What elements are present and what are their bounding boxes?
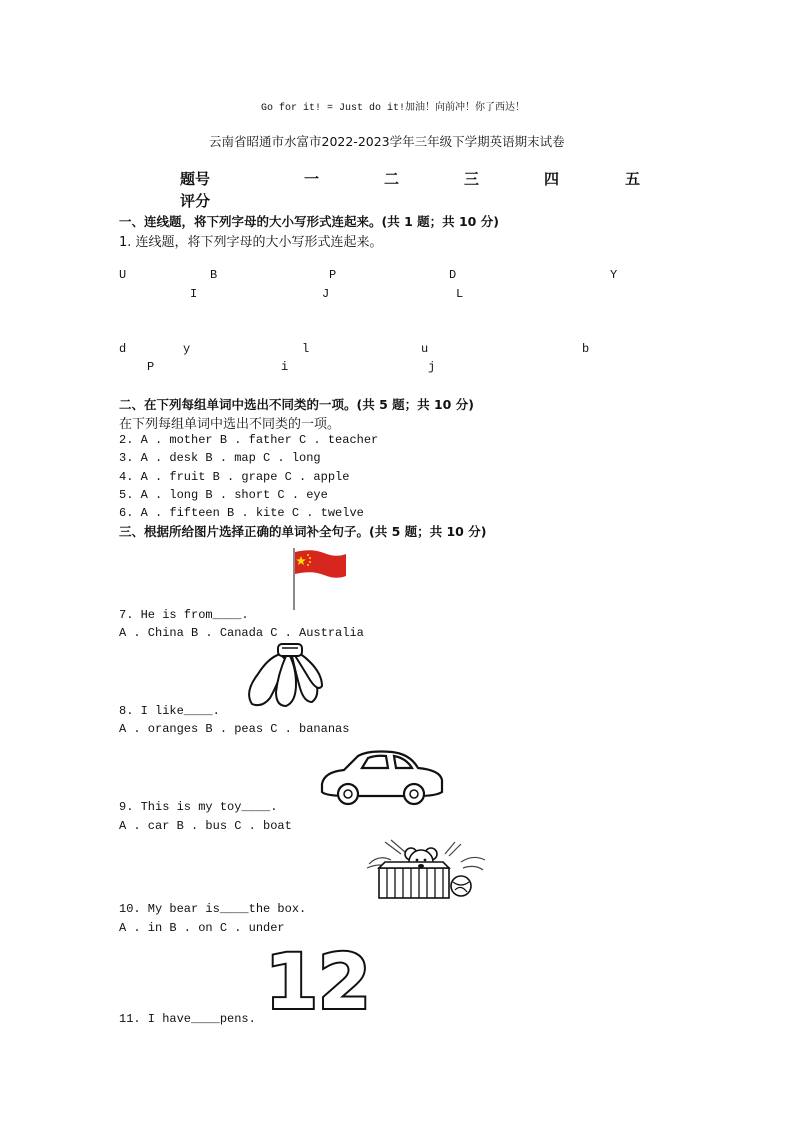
letter: d (119, 342, 127, 356)
section2-instruction: 在下列每组单词中选出不同类的一项。 (119, 417, 341, 432)
letter: P (147, 360, 155, 374)
toy-car-image (318, 748, 446, 810)
bananas-image (238, 640, 324, 710)
number-12-text: 12 (265, 937, 371, 1026)
question-2: 2. A . mother B . father C . teacher (119, 433, 379, 447)
question-8-options: A . oranges B . peas C . bananas (119, 722, 350, 736)
letter: Y (610, 268, 618, 282)
question-1: 1. 连线题，将下列字母的大小写形式连起来。 (119, 235, 383, 250)
question-4: 4. A . fruit B . grape C . apple (119, 470, 350, 484)
question-7-options: A . China B . Canada C . Australia (119, 626, 364, 640)
score-column-5: 五 (625, 170, 641, 188)
letter: u (421, 342, 429, 356)
score-column-1: 一 (304, 170, 320, 188)
letter: j (428, 360, 436, 374)
letter: J (322, 287, 330, 301)
question-10-options: A . in B . on C . under (119, 921, 285, 935)
page-title: 云南省昭通市水富市2022-2023学年三年级下学期英语期末试卷 (209, 134, 565, 149)
question-9-options: A . car B . bus C . boat (119, 819, 292, 833)
question-10: 10. My bear is____the box. (119, 902, 307, 916)
letter: b (582, 342, 590, 356)
score-table-score-label: 评分 (180, 192, 211, 210)
letter: y (183, 342, 191, 356)
score-column-3: 三 (464, 170, 480, 188)
question-9: 9. This is my toy____. (119, 800, 278, 814)
letter: I (190, 287, 198, 301)
chinese-flag-image (288, 546, 352, 612)
question-6: 6. A . fifteen B . kite C . twelve (119, 506, 364, 520)
letter: i (281, 360, 289, 374)
section3-heading: 三、根据所给图片选择正确的单词补全句子。(共 5 题；共 10 分) (119, 524, 487, 539)
question-5: 5. A . long B . short C . eye (119, 488, 328, 502)
letter: P (329, 268, 337, 282)
letter: l (302, 342, 310, 356)
question-11: 11. I have____pens. (119, 1012, 256, 1026)
question-7: 7. He is from____. (119, 608, 249, 622)
section1-heading: 一、连线题，将下列字母的大小写形式连起来。(共 1 题；共 10 分) (119, 214, 499, 229)
letter: D (449, 268, 457, 282)
number-12-image (265, 937, 371, 1026)
score-table-header-label: 题号 (180, 170, 211, 188)
letter: L (456, 287, 464, 301)
slogan: Go for it! = Just do it!加油！向前冲！你了西达！ (261, 103, 526, 114)
question-3: 3. A . desk B . map C . long (119, 451, 321, 465)
score-column-4: 四 (544, 170, 560, 188)
letter: B (210, 268, 218, 282)
bear-in-box-image (365, 838, 487, 900)
letter: U (119, 268, 127, 282)
section2-heading: 二、在下列每组单词中选出不同类的一项。(共 5 题；共 10 分) (119, 397, 474, 412)
score-column-2: 二 (384, 170, 400, 188)
question-8: 8. I like____. (119, 704, 220, 718)
